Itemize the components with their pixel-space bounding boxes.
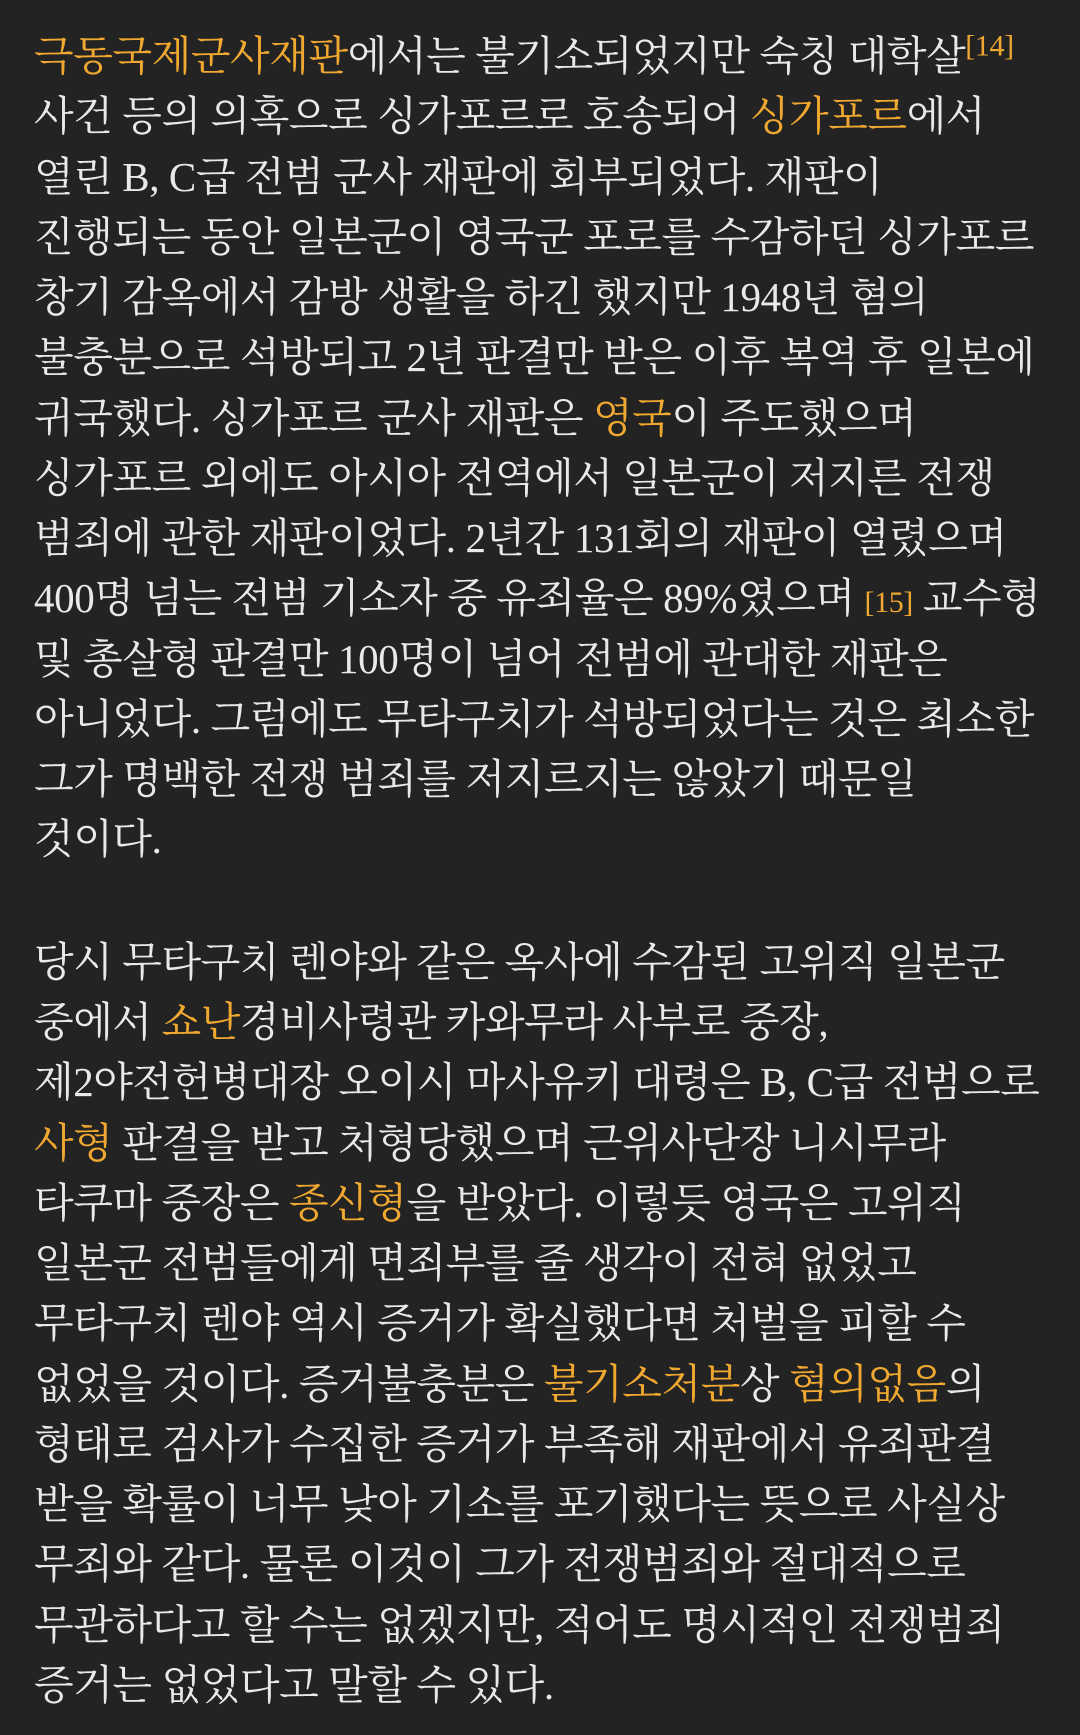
- wiki-link[interactable]: 불기소처분: [543, 1360, 740, 1407]
- text-run: 을 받았다. 이렇듯 영국은 고위직 일본군 전범들에게 면죄부를 줄 생각이 전혀 없었고 무타구치 렌야 역시 증거가 확실했다면 처벌을 피할 수 없었을 것이다. 증거불충분은: [34, 1179, 966, 1407]
- footnote-ref[interactable]: [15]: [864, 586, 913, 620]
- wiki-link[interactable]: 영국: [592, 394, 672, 441]
- text-run: 당시 무타구치 렌야와 같은 옥사에 수감된 고위직 일본군 중에서: [34, 938, 1005, 1045]
- text-run: 에서 열린 B, C급 전범 군사 재판에 회부되었다. 재판이 진행되는 동안 일본군이 영국군 포로를 수감하던 싱가포르 창기 감옥에서 감방 생활을 하긴 했지만 1948년 혐의 불충분으로 석방되고 2년 판결만 받은 이후 복역 후 일본에 귀국했다. 싱가포르 군사 재판은: [34, 93, 1035, 441]
- wiki-link[interactable]: 싱가포르: [749, 93, 907, 140]
- article-paragraph-1: [34, 26, 1046, 870]
- text-run: 에서는 불기소되었지만 숙칭 대학살: [347, 33, 966, 79]
- text-run: 교수형 및 총살형 판결만 100명이 넘어 전범에 관대한 재판은 아니었다. 그럼에도 무타구치가 석방되었다는 것은 최소한 그가 명백한 전쟁 범죄를 저지르지는 않았기 때문일 것이다.: [34, 575, 1041, 863]
- wiki-link[interactable]: 쇼난: [161, 998, 240, 1045]
- text-run: 사건 등의 의혹으로 싱가포르로 호송되어: [34, 93, 750, 140]
- wiki-link[interactable]: 극동국제군사재판: [34, 33, 348, 79]
- wiki-link[interactable]: 사형: [34, 1119, 113, 1166]
- text-run: 판결을 받고 처형당했으며 근위사단장 니시무라 타쿠마 중장은: [34, 1119, 946, 1226]
- article-paragraph-2: [34, 932, 1046, 1715]
- wiki-link[interactable]: 종신형: [288, 1179, 407, 1226]
- text-run: 이 주도했으며 싱가포르 외에도 아시아 전역에서 일본군이 저지른 전쟁 범죄에 관한 재판이었다. 2년간 131회의 재판이 열렸으며 400명 넘는 전범 기소자 중 유죄율은 89%였으며: [34, 394, 1007, 622]
- text-run: 의 형태로 검사가 수집한 증거가 부족해 재판에서 유죄판결 받을 확률이 너무 낮아 기소를 포기했다는 뜻으로 사실상 무죄와 같다. 물론 이것이 그가 전쟁범죄와 절대적으로 무관하다고 할 수는 없겠지만, 적어도 명시적인 전쟁범죄 증거는 없었다고 말할 수 있다.: [34, 1360, 1005, 1708]
- wiki-link[interactable]: 혐의없음: [788, 1360, 946, 1407]
- text-run: 상: [739, 1360, 789, 1407]
- text-run: 경비사령관 카와무라 사부로 중장, 제2야전헌병대장 오이시 마사유키 대령은 B, C급 전범으로: [34, 998, 1040, 1106]
- footnote-ref[interactable]: [14]: [965, 29, 1014, 63]
